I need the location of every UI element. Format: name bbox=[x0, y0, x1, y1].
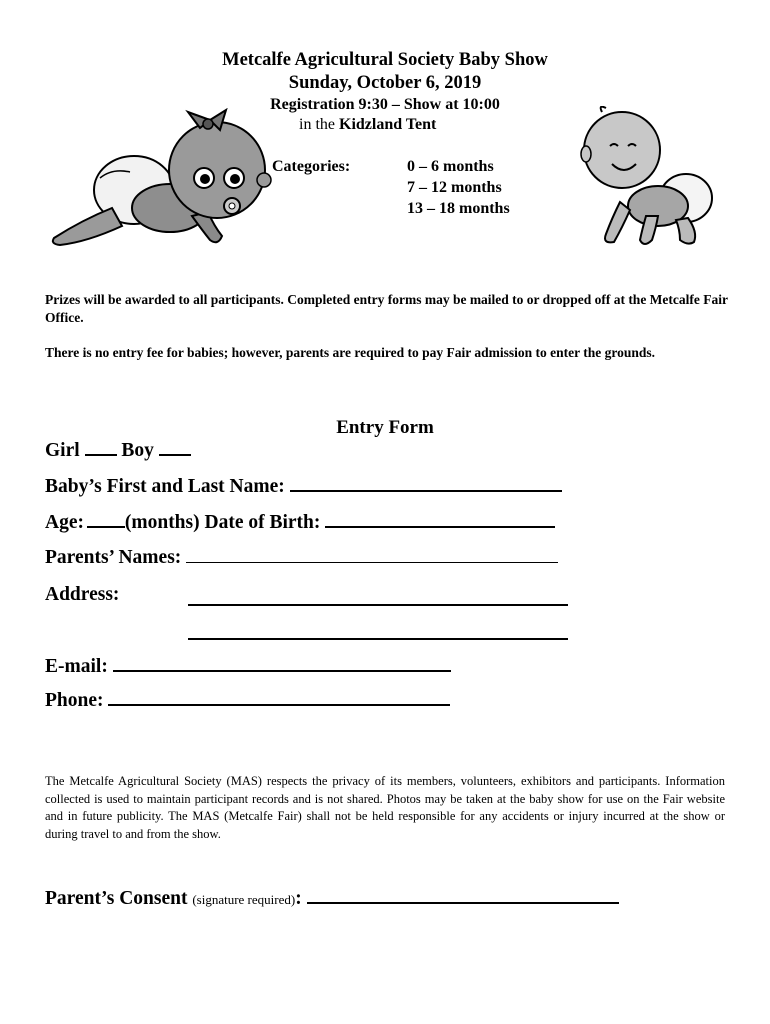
privacy-statement: The Metcalfe Agricultural Society (MAS) respects the privacy of its members, volunteers, exhibitors and participants. Information collected is used to maintain participant records and is not shared. Photos may be taken at the baby show for use on the Fair website and in future publicity. The MAS (Metcalfe Fair) shall not be held responsible for any accidents or injury incurred at the show or during travel to and from the show. bbox=[45, 774, 725, 841]
phone-input-line[interactable] bbox=[108, 703, 450, 706]
baby-name-input-line[interactable] bbox=[290, 489, 562, 492]
parents-field bbox=[45, 547, 558, 569]
baby-name-label: Baby’s First and Last Name: bbox=[45, 476, 285, 497]
registration-time: Registration 9:30 – Show at 10:00 bbox=[270, 96, 500, 113]
age-field bbox=[45, 512, 555, 534]
parent-consent-field bbox=[45, 888, 619, 910]
parents-label: Parents’ Names: bbox=[45, 547, 182, 568]
signature-note: (signature required) bbox=[192, 892, 296, 907]
dob-label: (months) Date of Birth: bbox=[124, 512, 321, 533]
boy-input-line[interactable] bbox=[159, 453, 191, 456]
event-location: in the Kidzland Tent bbox=[299, 116, 437, 133]
baby-boy-illustration bbox=[576, 106, 726, 252]
address-input-line-2[interactable] bbox=[188, 637, 568, 640]
category-item: 0 – 6 months bbox=[407, 158, 494, 175]
address-field bbox=[45, 584, 119, 606]
girl-input-line[interactable] bbox=[85, 453, 117, 456]
boy-label: Boy bbox=[121, 440, 154, 461]
phone-label: Phone: bbox=[45, 690, 104, 711]
baby-girl-illustration bbox=[42, 108, 274, 250]
entry-form-title: Entry Form bbox=[336, 417, 434, 438]
event-date: Sunday, October 6, 2019 bbox=[288, 73, 482, 93]
baby-name-field bbox=[45, 476, 562, 498]
address-input-line-1[interactable] bbox=[188, 603, 568, 606]
dob-input-line[interactable] bbox=[325, 525, 555, 528]
categories-label: Categories: bbox=[272, 158, 351, 175]
age-input-line[interactable] bbox=[87, 525, 125, 528]
signature-input-line[interactable] bbox=[307, 901, 619, 904]
page-title: Metcalfe Agricultural Society Baby Show bbox=[222, 50, 548, 70]
fee-note: There is no entry fee for babies; however, parents are required to pay Fair admission to enter the grounds. bbox=[45, 345, 655, 360]
prizes-note: Prizes will be awarded to all participants. Completed entry forms may be mailed to or dropped off at the Metcalfe Fair Office. bbox=[45, 292, 728, 325]
consent-label: Parent’s Consent bbox=[45, 888, 188, 909]
address-label: Address: bbox=[45, 584, 120, 605]
email-field bbox=[45, 656, 451, 678]
consent-colon: : bbox=[295, 888, 302, 909]
girl-label: Girl bbox=[45, 440, 80, 461]
gender-field bbox=[45, 440, 191, 462]
category-item: 7 – 12 months bbox=[407, 179, 502, 196]
age-label: Age: bbox=[45, 512, 84, 533]
email-label: E-mail: bbox=[45, 656, 108, 677]
parents-input-line[interactable] bbox=[186, 561, 558, 563]
phone-field bbox=[45, 690, 450, 712]
email-input-line[interactable] bbox=[113, 669, 451, 672]
category-item: 13 – 18 months bbox=[407, 200, 510, 217]
